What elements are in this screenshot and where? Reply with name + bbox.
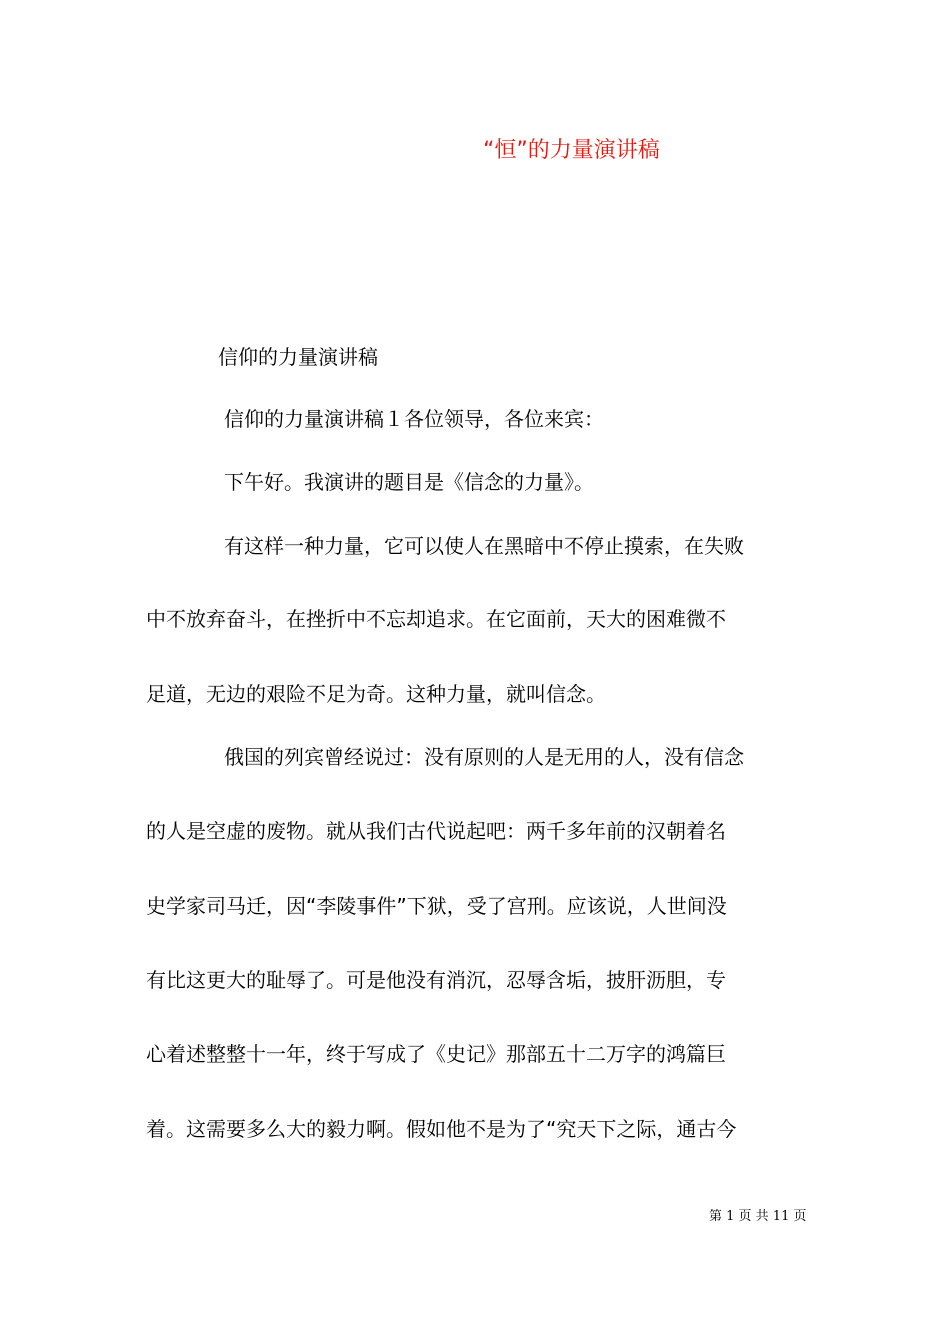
paragraph-line-8: 史学家司马迁，因“李陵事件”下狱，受了宫刑。应该说，人世间没 bbox=[146, 894, 727, 918]
paragraph-line-2: 下午好。我演讲的题目是《信念的力量》。 bbox=[224, 470, 594, 494]
paragraph-line-4: 中不放弃奋斗，在挫折中不忘却追求。在它面前，天大的困难微不 bbox=[146, 607, 726, 631]
paragraph-line-6: 俄国的列宾曾经说过：没有原则的人是无用的人，没有信念 bbox=[224, 745, 744, 769]
paragraph-line-1: 信仰的力量演讲稿１各位领导，各位来宾： bbox=[224, 407, 604, 431]
paragraph-line-10: 心着述整整十一年，终于写成了《史记》那部五十二万字的鸿篇巨 bbox=[146, 1042, 726, 1066]
paragraph-line-11: 着。这需要多么大的毅力啊。假如他不是为了“究天下之际，通古今 bbox=[146, 1117, 737, 1141]
paragraph-line-5: 足道，无边的艰险不足为奇。这种力量，就叫信念。 bbox=[146, 682, 606, 706]
paragraph-line-9: 有比这更大的耻辱了。可是他没有消沉，忍辱含垢，披肝沥胆，专 bbox=[146, 968, 726, 992]
paragraph-line-3: 有这样一种力量，它可以使人在黑暗中不停止摸索，在失败 bbox=[224, 534, 744, 558]
paragraph-line-7: 的人是空虚的废物。就从我们古代说起吧：两千多年前的汉朝着名 bbox=[146, 819, 726, 843]
page-number-footer: 第 1 页 共 11 页 bbox=[709, 1209, 807, 1224]
section-heading: 信仰的力量演讲稿 bbox=[218, 345, 378, 369]
document-title: “恒”的力量演讲稿 bbox=[483, 138, 660, 163]
